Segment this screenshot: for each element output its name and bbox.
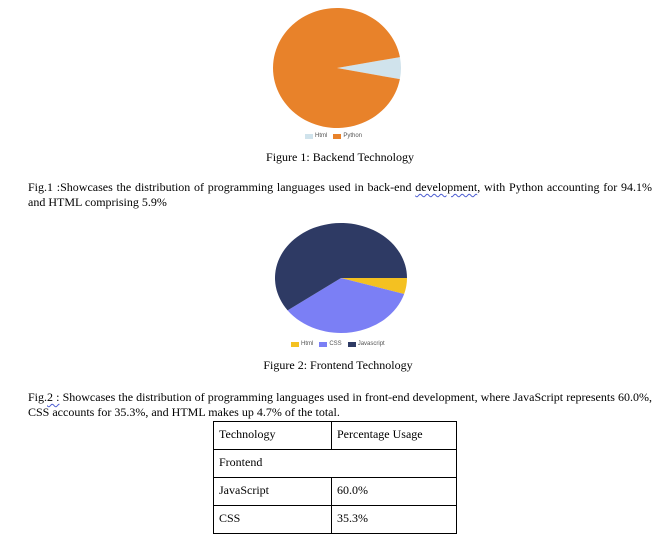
figure2-desc-flagged: 2 : bbox=[47, 390, 60, 404]
figure1-desc-flagged: development bbox=[415, 180, 478, 194]
legend-item-html bbox=[291, 341, 313, 347]
table-row bbox=[214, 478, 457, 506]
figure1-description bbox=[28, 180, 652, 210]
legend-label-python: Python bbox=[343, 133, 363, 139]
legend-label-css: CSS bbox=[329, 341, 342, 347]
frontend-pie-legend bbox=[291, 341, 385, 347]
table-header-row bbox=[214, 422, 457, 450]
figure1-desc-after: , with Python accounting for 94.1% and HTML comprising 5.9% bbox=[28, 180, 652, 209]
legend-item-html bbox=[305, 133, 327, 139]
table-row bbox=[214, 506, 457, 534]
legend-label-html: Html bbox=[301, 341, 314, 347]
frontend-pie-chart bbox=[274, 222, 408, 334]
legend-swatch-html bbox=[291, 342, 299, 347]
legend-item-javascript bbox=[348, 341, 385, 347]
figure2-caption: Figure 2: Frontend Technology bbox=[263, 358, 413, 372]
header-percentage-usage: Percentage Usage bbox=[332, 422, 457, 450]
legend-item-css bbox=[319, 341, 341, 347]
legend-item-python bbox=[333, 133, 362, 139]
cell-percentage: 35.3% bbox=[332, 506, 457, 534]
cell-percentage: 60.0% bbox=[332, 478, 457, 506]
legend-swatch-css bbox=[319, 342, 327, 347]
figure2-desc-before: Fig. bbox=[28, 390, 48, 404]
cell-technology: JavaScript bbox=[214, 478, 332, 506]
group-frontend: Frontend bbox=[214, 450, 457, 478]
header-technology: Technology bbox=[214, 422, 332, 450]
cell-technology: CSS bbox=[214, 506, 332, 534]
figure2-description bbox=[28, 390, 652, 420]
backend-pie-chart bbox=[272, 7, 402, 129]
table-group-row bbox=[214, 450, 457, 478]
legend-swatch-html bbox=[305, 134, 313, 139]
legend-label-html: Html bbox=[315, 133, 328, 139]
figure1-caption: Figure 1: Backend Technology bbox=[266, 150, 414, 164]
figure1-desc-before: Fig.1 :Showcases the distribution of programming languages used in back-end bbox=[28, 180, 416, 194]
technology-usage-table bbox=[213, 421, 457, 534]
legend-swatch-python bbox=[333, 134, 341, 139]
legend-swatch-javascript bbox=[348, 342, 356, 347]
backend-pie-legend bbox=[305, 133, 362, 139]
figure2-desc-after: Showcases the distribution of programming languages used in front-end development, where JavaScript represents 60.0%, CSS accounts for 35.3%, and HTML makes up 4.7% of the total. bbox=[28, 390, 652, 419]
legend-label-javascript: Javascript bbox=[357, 341, 385, 347]
